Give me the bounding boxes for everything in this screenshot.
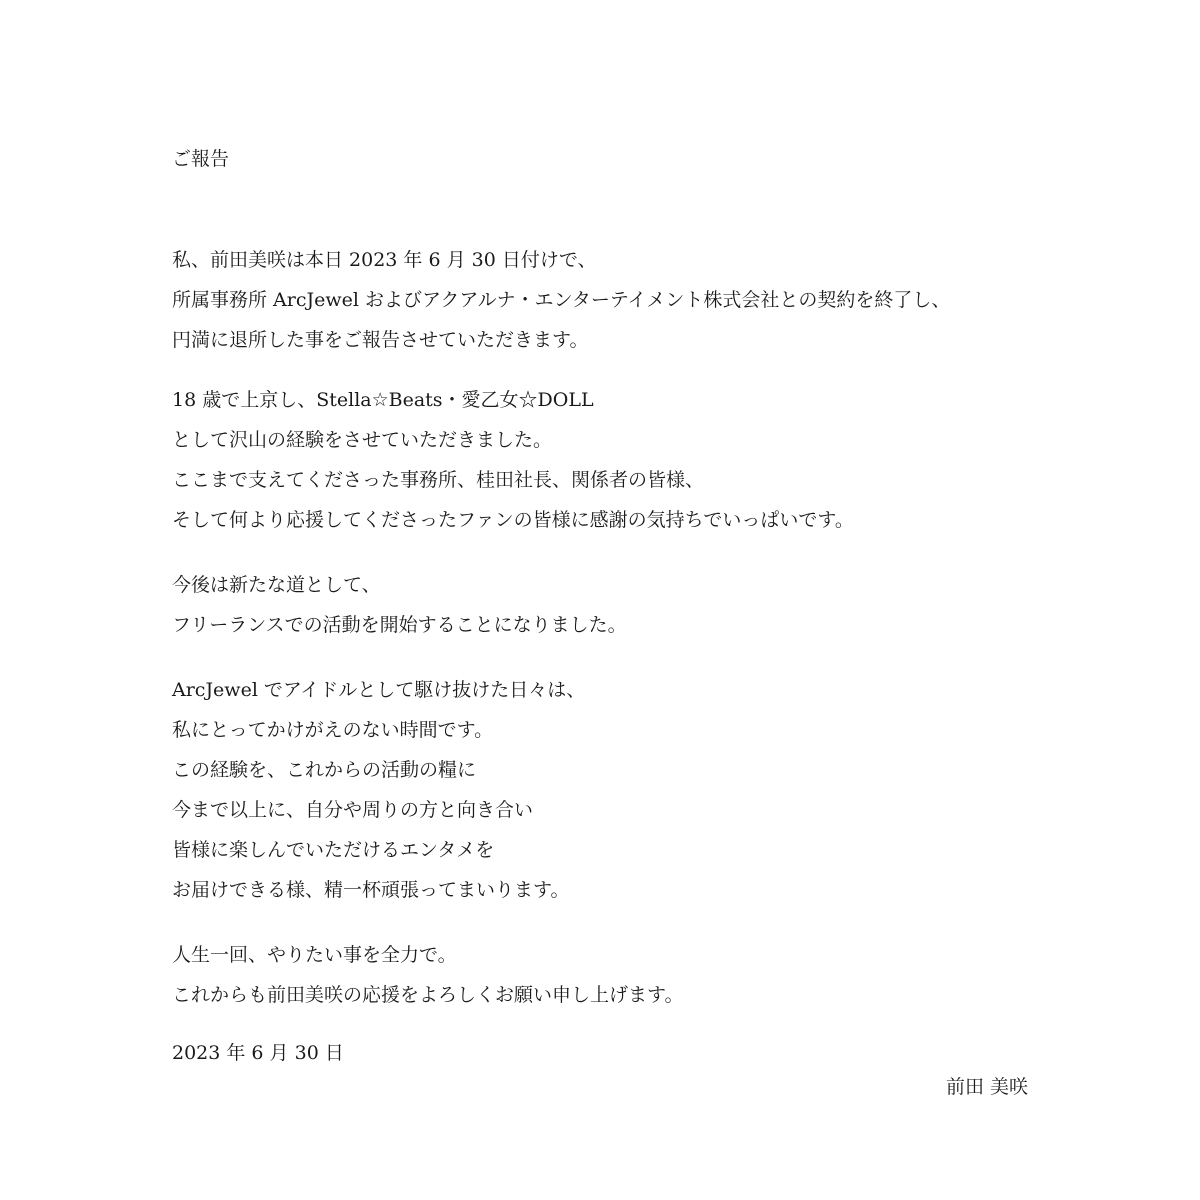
paragraph-line: 私、前田美咲は本日 2023 年 6 月 30 日付けで、 <box>172 249 597 271</box>
paragraph-line: 円満に退所した事をご報告させていただきます。 <box>172 329 589 351</box>
paragraph-line: この経験を、これからの活動の糧に <box>172 759 477 781</box>
paragraph-line: 今後は新たな道として、 <box>172 574 381 596</box>
document-title: ご報告 <box>172 148 230 170</box>
paragraph-freelance <box>172 565 627 645</box>
paragraph-line: 人生一回、やりたい事を全力で。 <box>172 944 457 966</box>
paragraph-line: そして何より応援してくださったファンの皆様に感謝の気持ちでいっぱいです。 <box>172 509 854 531</box>
paragraph-line: これからも前田美咲の応援をよろしくお願い申し上げます。 <box>172 984 684 1006</box>
paragraph-line: 皆様に楽しんでいただけるエンタメを <box>172 839 495 861</box>
paragraph-line: 所属事務所 ArcJewel およびアクアルナ・エンターテイメント株式会社との契約を終了し、 <box>172 289 951 311</box>
paragraph-line: ここまで支えてくださった事務所、桂田社長、関係者の皆様、 <box>172 469 705 491</box>
paragraph-line: として沢山の経験をさせていただきました。 <box>172 429 553 451</box>
paragraph-reflection <box>172 670 585 910</box>
paragraph-closing <box>172 935 683 1015</box>
paragraph-gratitude <box>172 380 854 540</box>
paragraph-line: 今まで以上に、自分や周りの方と向き合い <box>172 799 534 821</box>
paragraph-contract-end <box>172 240 950 360</box>
signature: 前田 美咲 <box>945 1076 1028 1098</box>
paragraph-line: 私にとってかけがえのない時間です。 <box>172 719 494 741</box>
paragraph-line: フリーランスでの活動を開始することになりました。 <box>172 614 627 636</box>
paragraph-line: ArcJewel でアイドルとして駆け抜けた日々は、 <box>172 679 586 701</box>
paragraph-line: お届けできる様、精一杯頑張ってまいります。 <box>172 879 570 901</box>
document-date: 2023 年 6 月 30 日 <box>172 1042 344 1064</box>
paragraph-line: 18 歳で上京し、Stella☆Beats・愛乙女☆DOLL <box>172 389 594 411</box>
